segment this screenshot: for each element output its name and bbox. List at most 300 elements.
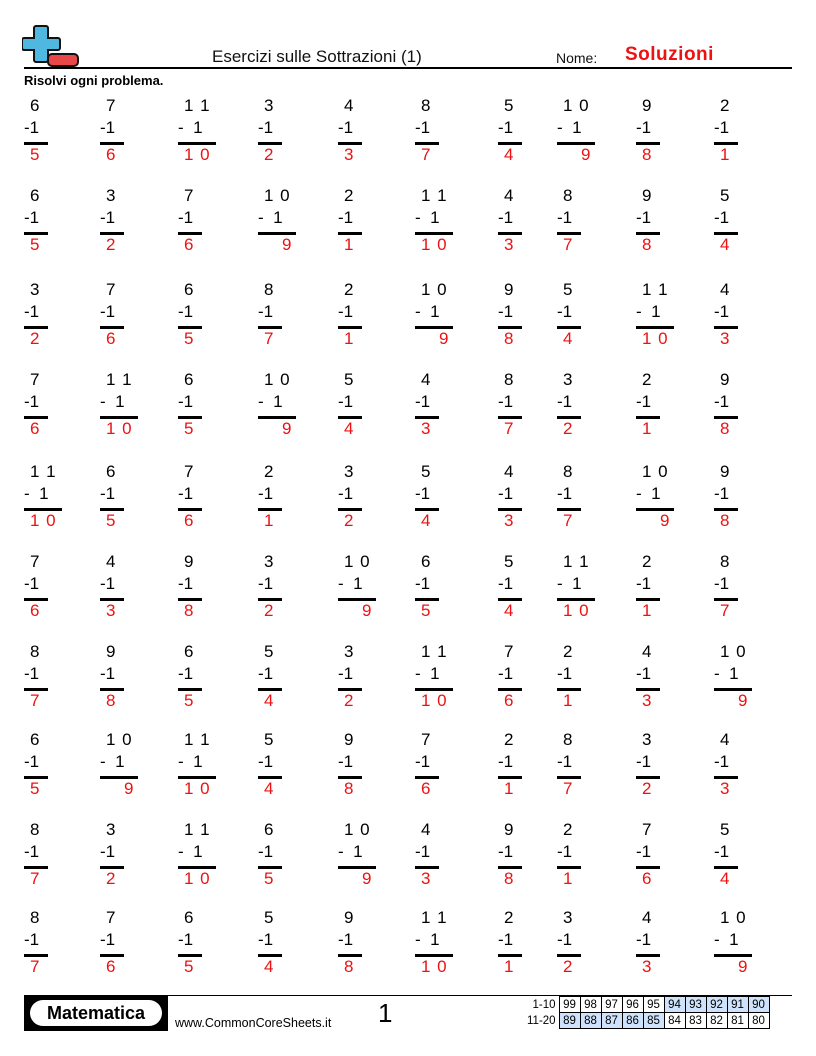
score-cell: 88 — [580, 1013, 601, 1029]
subtrahend: -1 — [24, 392, 40, 411]
answer: 7 — [30, 957, 41, 976]
answer: 1 0 — [184, 145, 211, 164]
answer: 7 — [30, 869, 41, 888]
answer: 9 — [439, 329, 450, 348]
score-row — [525, 1013, 769, 1029]
subtrahend: -1 — [636, 208, 652, 227]
minuend: 1 1 — [563, 552, 590, 571]
subtrahend: -1 — [178, 574, 194, 593]
problem — [714, 642, 774, 722]
minuend: 8 — [504, 370, 515, 389]
minuend: 3 — [30, 280, 41, 299]
answer: 8 — [344, 957, 355, 976]
answer: 1 — [504, 779, 515, 798]
subtrahend: -1 — [178, 930, 194, 949]
subtrahend: -1 — [415, 842, 431, 861]
answer: 1 — [720, 145, 731, 164]
problem — [498, 96, 558, 176]
minuend: 1 1 — [184, 730, 211, 749]
minuend: 8 — [563, 186, 574, 205]
minuend: 7 — [184, 462, 195, 481]
problem — [498, 186, 558, 266]
subtrahend: - 1 — [636, 484, 661, 503]
answer: 5 — [30, 235, 41, 254]
minuend: 3 — [563, 370, 574, 389]
problem — [714, 186, 774, 266]
answer: 2 — [563, 957, 574, 976]
subtrahend: -1 — [636, 930, 652, 949]
problem — [24, 280, 84, 360]
score-row-label: 11-20 — [527, 1014, 556, 1027]
subtrahend: -1 — [714, 118, 730, 137]
score-cell: 92 — [706, 997, 727, 1013]
minuend: 5 — [504, 96, 515, 115]
subtrahend: -1 — [636, 842, 652, 861]
minuend: 1 1 — [421, 186, 448, 205]
subtrahend: -1 — [258, 484, 274, 503]
minuend: 6 — [184, 280, 195, 299]
answer: 3 — [421, 419, 432, 438]
answer: 4 — [504, 601, 515, 620]
minuend: 2 — [504, 908, 515, 927]
minuend: 1 1 — [106, 370, 133, 389]
minuend: 7 — [106, 908, 117, 927]
subtrahend: -1 — [258, 574, 274, 593]
minuend: 8 — [563, 730, 574, 749]
subtrahend: -1 — [100, 118, 116, 137]
subtrahend: -1 — [714, 302, 730, 321]
answer: 4 — [264, 691, 275, 710]
answer: 6 — [642, 869, 653, 888]
minuend: 1 0 — [344, 820, 371, 839]
minuend: 4 — [421, 370, 432, 389]
score-row-label: 1-10 — [532, 998, 556, 1011]
answer: 6 — [30, 419, 41, 438]
subtrahend: -1 — [24, 752, 40, 771]
problem — [338, 730, 398, 810]
answer: 1 0 — [563, 601, 590, 620]
subtrahend: -1 — [338, 118, 354, 137]
problem — [415, 186, 475, 266]
problem — [636, 96, 696, 176]
answer: 4 — [421, 511, 432, 530]
answer: 9 — [738, 691, 749, 710]
answer: 5 — [264, 869, 275, 888]
answer: 4 — [344, 419, 355, 438]
problem — [258, 908, 318, 988]
score-cell: 80 — [748, 1013, 769, 1029]
score-cell: 97 — [601, 997, 622, 1013]
minuend: 6 — [421, 552, 432, 571]
answer: 4 — [720, 869, 731, 888]
minuend: 4 — [504, 186, 515, 205]
answer: 3 — [421, 869, 432, 888]
minuend: 3 — [264, 552, 275, 571]
problem — [178, 908, 238, 988]
minuend: 9 — [720, 462, 731, 481]
minuend: 8 — [30, 908, 41, 927]
problem — [338, 96, 398, 176]
score-cell: 90 — [748, 997, 769, 1013]
score-cell: 98 — [580, 997, 601, 1013]
score-cell: 82 — [706, 1013, 727, 1029]
minuend: 2 — [504, 730, 515, 749]
answer: 6 — [106, 145, 117, 164]
subtrahend: -1 — [100, 484, 116, 503]
subtrahend: -1 — [557, 752, 573, 771]
answer: 8 — [106, 691, 117, 710]
subtrahend: -1 — [338, 484, 354, 503]
answer: 8 — [642, 235, 653, 254]
minuend: 5 — [720, 186, 731, 205]
minuend: 7 — [642, 820, 653, 839]
subtrahend: -1 — [178, 664, 194, 683]
answer: 7 — [421, 145, 432, 164]
problem — [415, 552, 475, 632]
subtrahend: -1 — [498, 484, 514, 503]
answer: 9 — [282, 419, 293, 438]
minuend: 4 — [642, 642, 653, 661]
score-cell: 96 — [622, 997, 643, 1013]
answer: 5 — [30, 145, 41, 164]
subtrahend: -1 — [714, 392, 730, 411]
minuend: 1 0 — [264, 370, 291, 389]
answer: 1 — [504, 957, 515, 976]
answer: 2 — [106, 869, 117, 888]
problem — [636, 820, 696, 900]
minuend: 9 — [504, 280, 515, 299]
answer: 4 — [264, 957, 275, 976]
problem — [338, 186, 398, 266]
answer: 7 — [563, 779, 574, 798]
answer: 3 — [344, 145, 355, 164]
subtrahend: -1 — [24, 664, 40, 683]
minuend: 9 — [642, 186, 653, 205]
subtrahend: -1 — [557, 664, 573, 683]
answer: 9 — [660, 511, 671, 530]
instructions: Risolvi ogni problema. — [24, 73, 164, 88]
problem — [557, 642, 617, 722]
problem — [100, 370, 160, 450]
answer: 1 — [642, 601, 653, 620]
subtrahend: -1 — [100, 574, 116, 593]
subtrahend: -1 — [714, 752, 730, 771]
minuend: 5 — [504, 552, 515, 571]
subtrahend: -1 — [498, 752, 514, 771]
answer: 3 — [504, 511, 515, 530]
problem — [338, 908, 398, 988]
answer: 2 — [264, 601, 275, 620]
answer: 6 — [30, 601, 41, 620]
problem — [338, 552, 398, 632]
minuend: 6 — [184, 642, 195, 661]
subtrahend: -1 — [498, 118, 514, 137]
problem — [178, 280, 238, 360]
problem — [636, 642, 696, 722]
minuend: 2 — [642, 552, 653, 571]
problem — [415, 730, 475, 810]
answer: 2 — [30, 329, 41, 348]
minuend: 5 — [344, 370, 355, 389]
subtrahend: -1 — [100, 302, 116, 321]
answer: 2 — [264, 145, 275, 164]
problem — [498, 552, 558, 632]
subtrahend: - 1 — [338, 842, 363, 861]
score-cell: 93 — [685, 997, 706, 1013]
subtrahend: -1 — [178, 302, 194, 321]
answer: 1 0 — [184, 869, 211, 888]
answer: 8 — [504, 329, 515, 348]
problem — [100, 730, 160, 810]
minuend: 1 0 — [344, 552, 371, 571]
problem — [415, 462, 475, 542]
minuend: 4 — [642, 908, 653, 927]
minuend: 6 — [30, 186, 41, 205]
problem — [24, 820, 84, 900]
answer: 7 — [563, 235, 574, 254]
problem — [714, 730, 774, 810]
answer: 5 — [184, 957, 195, 976]
problem — [24, 462, 84, 542]
problem — [24, 186, 84, 266]
subtrahend: - 1 — [258, 208, 283, 227]
problem — [100, 552, 160, 632]
answer: 1 0 — [421, 235, 448, 254]
problem — [338, 820, 398, 900]
answer: 1 0 — [106, 419, 133, 438]
subtrahend: -1 — [636, 392, 652, 411]
problem — [636, 186, 696, 266]
subtrahend: - 1 — [24, 484, 49, 503]
answer: 2 — [563, 419, 574, 438]
answer: 2 — [106, 235, 117, 254]
problem — [24, 370, 84, 450]
answer: 7 — [563, 511, 574, 530]
minuend: 2 — [563, 642, 574, 661]
answer: 6 — [106, 329, 117, 348]
minuend: 9 — [344, 730, 355, 749]
problem — [100, 280, 160, 360]
score-cell: 95 — [643, 997, 664, 1013]
problem — [498, 280, 558, 360]
subtrahend: -1 — [498, 574, 514, 593]
problem — [24, 642, 84, 722]
problem — [415, 96, 475, 176]
minuend: 3 — [106, 186, 117, 205]
score-cell: 84 — [664, 1013, 685, 1029]
problem — [338, 280, 398, 360]
problem — [557, 820, 617, 900]
problem — [258, 642, 318, 722]
problem — [100, 642, 160, 722]
subtrahend: -1 — [24, 574, 40, 593]
subtrahend: - 1 — [557, 118, 582, 137]
name-label: Nome: — [556, 50, 598, 66]
subtrahend: -1 — [498, 392, 514, 411]
answer: 3 — [720, 329, 731, 348]
subtrahend: -1 — [258, 752, 274, 771]
subtrahend: -1 — [100, 664, 116, 683]
answer: 1 — [642, 419, 653, 438]
problem — [338, 370, 398, 450]
minuend: 3 — [563, 908, 574, 927]
subtrahend: - 1 — [100, 752, 125, 771]
subtrahend: -1 — [24, 842, 40, 861]
brand-badge — [24, 996, 168, 1031]
minuend: 7 — [184, 186, 195, 205]
answer: 9 — [362, 601, 373, 620]
minuend: 5 — [264, 908, 275, 927]
answer: 4 — [504, 145, 515, 164]
answer: 8 — [720, 511, 731, 530]
minuend: 4 — [344, 96, 355, 115]
problem — [557, 186, 617, 266]
subtrahend: - 1 — [178, 752, 203, 771]
minuend: 8 — [30, 820, 41, 839]
problem — [636, 552, 696, 632]
score-cell: 94 — [664, 997, 685, 1013]
minuend: 9 — [504, 820, 515, 839]
minuend: 1 0 — [720, 908, 747, 927]
answer: 7 — [504, 419, 515, 438]
problem — [714, 908, 774, 988]
minuend: 1 1 — [421, 642, 448, 661]
problem — [498, 820, 558, 900]
answer: 4 — [563, 329, 574, 348]
minuend: 1 1 — [642, 280, 669, 299]
answer: 9 — [581, 145, 592, 164]
minuend: 1 1 — [30, 462, 57, 481]
problem — [714, 820, 774, 900]
minuend: 1 0 — [264, 186, 291, 205]
problem — [714, 370, 774, 450]
answer: 5 — [184, 691, 195, 710]
problem — [258, 186, 318, 266]
answer: 8 — [720, 419, 731, 438]
subtrahend: -1 — [557, 842, 573, 861]
subtrahend: -1 — [178, 392, 194, 411]
subtrahend: - 1 — [415, 302, 440, 321]
answer: 3 — [642, 691, 653, 710]
answer: 6 — [106, 957, 117, 976]
minuend: 5 — [720, 820, 731, 839]
problem — [178, 642, 238, 722]
subtrahend: -1 — [636, 574, 652, 593]
problem — [178, 552, 238, 632]
problem — [498, 642, 558, 722]
problem — [258, 462, 318, 542]
minuend: 1 1 — [184, 96, 211, 115]
brand-label: Matematica — [30, 1000, 162, 1026]
minuend: 9 — [184, 552, 195, 571]
subtrahend: - 1 — [415, 208, 440, 227]
answer: 1 — [264, 511, 275, 530]
minuend: 1 0 — [106, 730, 133, 749]
minuend: 8 — [563, 462, 574, 481]
problem — [24, 730, 84, 810]
problem — [258, 820, 318, 900]
subtrahend: - 1 — [178, 118, 203, 137]
problem — [557, 96, 617, 176]
answer: 3 — [504, 235, 515, 254]
subtrahend: -1 — [557, 302, 573, 321]
subtrahend: -1 — [258, 842, 274, 861]
subtrahend: -1 — [415, 752, 431, 771]
subtrahend: - 1 — [415, 930, 440, 949]
problem — [557, 462, 617, 542]
problem — [100, 96, 160, 176]
minuend: 8 — [421, 96, 432, 115]
minuend: 7 — [30, 552, 41, 571]
problem — [415, 908, 475, 988]
subtrahend: -1 — [338, 302, 354, 321]
score-cell: 99 — [559, 997, 580, 1013]
subtrahend: -1 — [415, 574, 431, 593]
minuend: 5 — [264, 730, 275, 749]
problem — [100, 462, 160, 542]
minuend: 1 0 — [421, 280, 448, 299]
problem — [100, 186, 160, 266]
answer: 4 — [264, 779, 275, 798]
score-cell: 81 — [727, 1013, 748, 1029]
subtrahend: -1 — [338, 930, 354, 949]
subtrahend: -1 — [258, 930, 274, 949]
minuend: 9 — [720, 370, 731, 389]
answer: 7 — [264, 329, 275, 348]
problem — [498, 908, 558, 988]
answer: 3 — [106, 601, 117, 620]
subtrahend: -1 — [498, 842, 514, 861]
minuend: 6 — [106, 462, 117, 481]
site-url: www.CommonCoreSheets.it — [175, 1016, 332, 1030]
problem — [24, 552, 84, 632]
problem — [636, 908, 696, 988]
minuend: 1 1 — [421, 908, 448, 927]
minuend: 3 — [106, 820, 117, 839]
subtrahend: -1 — [498, 302, 514, 321]
problem — [100, 820, 160, 900]
subtrahend: -1 — [714, 574, 730, 593]
problem — [636, 370, 696, 450]
subtrahend: -1 — [636, 118, 652, 137]
answer: 5 — [184, 419, 195, 438]
subtrahend: -1 — [557, 930, 573, 949]
problem — [498, 730, 558, 810]
score-cell: 85 — [643, 1013, 664, 1029]
subtrahend: -1 — [498, 930, 514, 949]
problem — [258, 96, 318, 176]
problem — [557, 370, 617, 450]
subtrahend: -1 — [178, 484, 194, 503]
answer: 1 — [344, 235, 355, 254]
subtrahend: -1 — [498, 664, 514, 683]
minuend: 6 — [264, 820, 275, 839]
problem — [714, 96, 774, 176]
answer: 8 — [344, 779, 355, 798]
subtrahend: -1 — [24, 302, 40, 321]
subtrahend: - 1 — [636, 302, 661, 321]
answer: 1 0 — [642, 329, 669, 348]
problem — [415, 280, 475, 360]
minuend: 6 — [184, 370, 195, 389]
minuend: 8 — [264, 280, 275, 299]
minuend: 2 — [344, 186, 355, 205]
subtrahend: -1 — [636, 664, 652, 683]
subtrahend: -1 — [714, 484, 730, 503]
score-cell: 83 — [685, 1013, 706, 1029]
minuend: 6 — [30, 730, 41, 749]
problem — [415, 370, 475, 450]
